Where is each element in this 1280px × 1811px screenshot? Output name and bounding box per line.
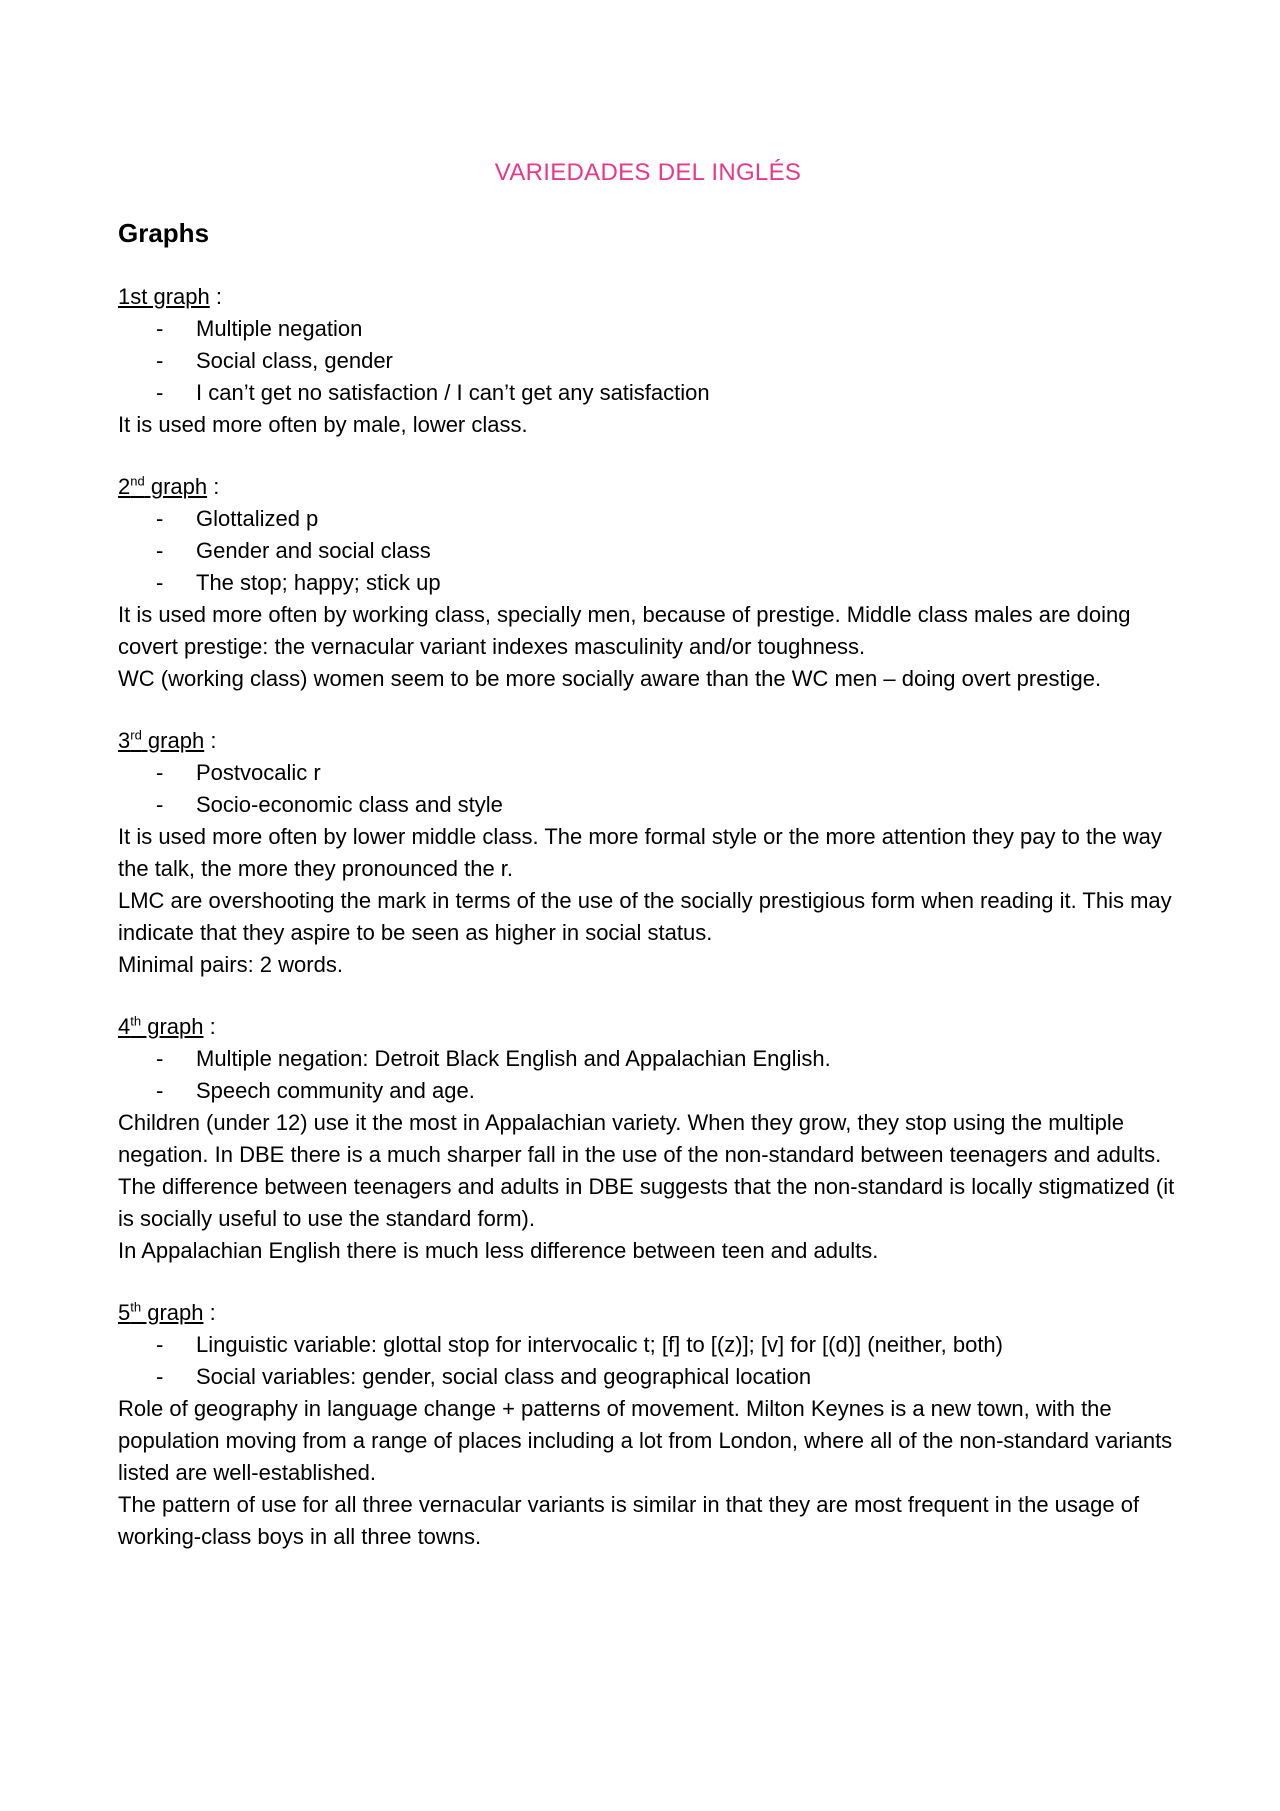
- graph-ordinal-suffix: th: [130, 1299, 142, 1315]
- bullet-text: Speech community and age.: [196, 1078, 475, 1103]
- paragraph: Minimal pairs: 2 words.: [118, 952, 343, 977]
- dash-bullet-icon: -: [156, 760, 164, 785]
- graph-ordinal-suffix: rd: [130, 727, 142, 743]
- graph-title-colon: :: [203, 1014, 216, 1039]
- dash-bullet-icon: -: [156, 506, 164, 531]
- bullet-text: Multiple negation: [196, 316, 363, 341]
- graph-word: graph: [144, 474, 208, 499]
- bullet-item: [118, 535, 1178, 567]
- dash-bullet-icon: -: [156, 1046, 164, 1071]
- graph-section: [118, 281, 1178, 441]
- graph-word: graph: [141, 1300, 204, 1325]
- paragraph: In Appalachian English there is much less difference between teen and adults.: [118, 1238, 879, 1263]
- bullet-text: Postvocalic r: [196, 760, 321, 785]
- paragraph: The difference between teenagers and adults in DBE suggests that the non-standard is locally stigmatized (it is socially useful to use the standard form).: [118, 1174, 1175, 1231]
- paragraph: It is used more often by male, lower class.: [118, 412, 528, 437]
- bullet-item: [118, 1361, 1178, 1393]
- graph-number: 1st: [118, 284, 148, 309]
- bullet-item: [118, 1075, 1178, 1107]
- graphs-list: [118, 281, 1178, 1553]
- bullet-item: [118, 313, 1178, 345]
- dash-bullet-icon: -: [156, 1332, 164, 1357]
- document-title: VARIEDADES DEL INGLÉS: [494, 159, 802, 186]
- document-content: [118, 155, 1178, 1553]
- bullet-list: [118, 503, 1178, 599]
- graph-title-label: [118, 1014, 203, 1039]
- bullet-item: [118, 1329, 1178, 1361]
- graph-title: [118, 471, 1178, 503]
- graph-title-label: [118, 1300, 203, 1325]
- bullet-text: Socio-economic class and style: [196, 792, 503, 817]
- graph-title-colon: :: [209, 284, 222, 309]
- bullet-item: [118, 757, 1178, 789]
- graph-title-label: [118, 728, 204, 753]
- graph-ordinal-suffix: nd: [130, 473, 145, 489]
- bullet-item: [118, 1043, 1178, 1075]
- graph-number: 2: [118, 474, 131, 499]
- graph-section: [118, 471, 1178, 695]
- bullet-item: [118, 377, 1178, 409]
- paragraph: The pattern of use for all three vernacular variants is similar in that they are most frequent in the usage of working-class boys in all three towns.: [118, 1492, 1140, 1549]
- dash-bullet-icon: -: [156, 1078, 164, 1103]
- bullet-item: [118, 345, 1178, 377]
- bullet-text: Glottalized p: [196, 506, 319, 531]
- graph-title: [118, 725, 1178, 757]
- paragraph: Children (under 12) use it the most in Appalachian variety. When they grow, they stop using the multiple negation. In DBE there is a much sharper fall in the use of the non-standard between teenagers and adults.: [118, 1110, 1162, 1167]
- graph-word: graph: [141, 728, 205, 753]
- graph-number: 3: [118, 728, 131, 753]
- bullet-list: [118, 313, 1178, 409]
- paragraph: LMC are overshooting the mark in terms of the use of the socially prestigious form when reading it. This may indicate that they aspire to be seen as higher in social status.: [118, 888, 1172, 945]
- bullet-list: [118, 757, 1178, 821]
- graph-section: [118, 1011, 1178, 1267]
- dash-bullet-icon: -: [156, 570, 164, 595]
- bullet-text: Gender and social class: [196, 538, 431, 563]
- dash-bullet-icon: -: [156, 316, 164, 341]
- bullet-text: I can’t get no satisfaction / I can’t get any satisfaction: [196, 380, 710, 405]
- bullet-text: Social variables: gender, social class and geographical location: [196, 1364, 812, 1389]
- graph-ordinal-suffix: th: [130, 1013, 142, 1029]
- paragraph: It is used more often by working class, specially men, because of prestige. Middle class males are doing covert prestige: the vernacular variant indexes masculinity and/or toughness.: [118, 602, 1131, 659]
- dash-bullet-icon: -: [156, 538, 164, 563]
- graph-section: [118, 725, 1178, 981]
- bullet-item: [118, 567, 1178, 599]
- graph-word: graph: [141, 1014, 204, 1039]
- bullet-text: Social class, gender: [196, 348, 393, 373]
- bullet-list: [118, 1329, 1178, 1393]
- dash-bullet-icon: -: [156, 792, 164, 817]
- graph-title: [118, 1011, 1178, 1043]
- graph-section: [118, 1297, 1178, 1553]
- section-heading: Graphs: [118, 218, 210, 248]
- graph-word: graph: [147, 284, 210, 309]
- bullet-item: [118, 503, 1178, 535]
- bullet-list: [118, 1043, 1178, 1107]
- graph-title-colon: :: [207, 474, 220, 499]
- dash-bullet-icon: -: [156, 348, 164, 373]
- graph-title-colon: :: [203, 1300, 216, 1325]
- paragraph: It is used more often by lower middle class. The more formal style or the more attention they pay to the way the talk, the more they pronounced the r.: [118, 824, 1162, 881]
- bullet-text: The stop; happy; stick up: [196, 570, 441, 595]
- graph-number: 5: [118, 1300, 131, 1325]
- dash-bullet-icon: -: [156, 1364, 164, 1389]
- graph-title-colon: :: [204, 728, 217, 753]
- bullet-item: [118, 789, 1178, 821]
- bullet-text: Linguistic variable: glottal stop for intervocalic t; [f] to [(z)]; [v] for [(d)] (neither, both): [196, 1332, 1003, 1357]
- graph-title: [118, 281, 1178, 313]
- graph-title-label: [118, 474, 207, 499]
- paragraph: Role of geography in language change + patterns of movement. Milton Keynes is a new town, with the population moving from a range of places including a lot from London, where all of the non-standard variants listed are well-established.: [118, 1396, 1173, 1485]
- paragraph: WC (working class) women seem to be more socially aware than the WC men – doing overt prestige.: [118, 666, 1102, 691]
- graph-title: [118, 1297, 1178, 1329]
- bullet-text: Multiple negation: Detroit Black English and Appalachian English.: [196, 1046, 831, 1071]
- graph-title-label: [118, 284, 210, 309]
- graph-number: 4: [118, 1014, 131, 1039]
- dash-bullet-icon: -: [156, 380, 164, 405]
